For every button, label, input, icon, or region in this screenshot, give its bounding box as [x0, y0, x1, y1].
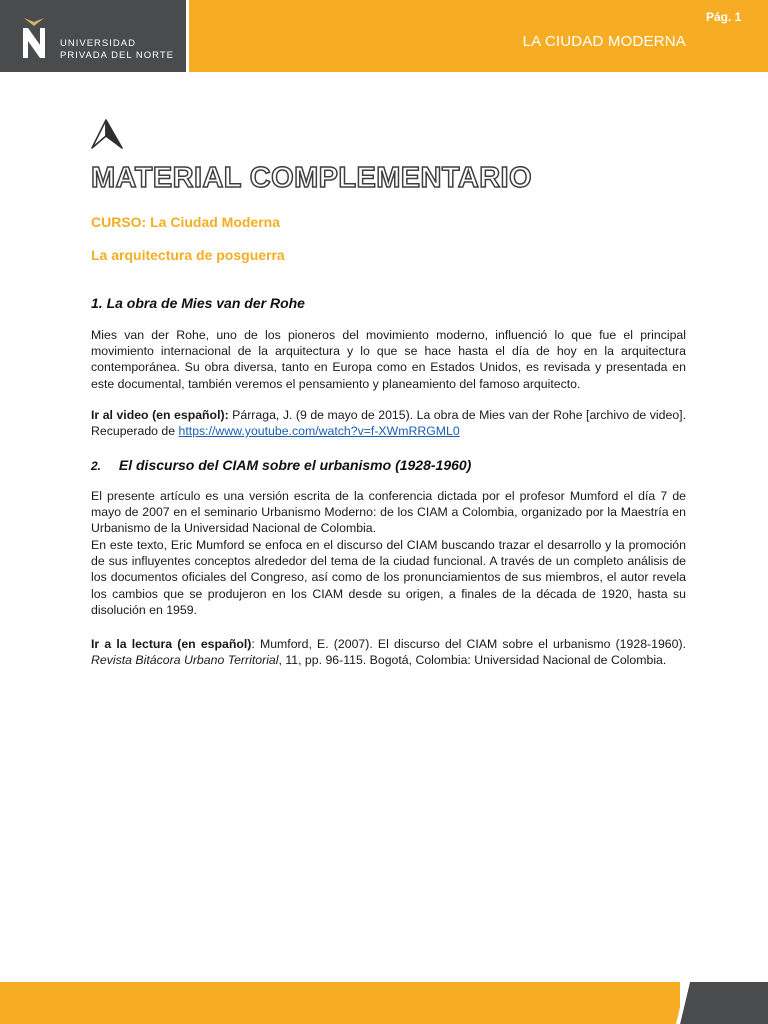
section-1-paragraph: Mies van der Rohe, uno de los pioneros del movimiento moderno, influenció lo que fue el principal movimiento internacional de la arquitectura y lo que se hace hasta el día de hoy en la arquitectura contemporánea. Su obra diversa, tanto en Europa como en Estados Unidos, es revisada y presentada en este documental, también veremos el pensamiento y planeamiento del famoso arquitecto.: [91, 328, 686, 391]
course-header-title: LA CIUDAD MODERNA: [522, 33, 686, 50]
document-title: MATERIAL COMPLEMENTARIO: [91, 162, 532, 194]
video-link[interactable]: https://www.youtube.com/watch?v=f-XWmRRGML0: [178, 424, 460, 439]
page-number: Pág. 1: [706, 10, 742, 24]
course-name: CURSO: La Ciudad Moderna: [91, 214, 281, 230]
section-2-title: El discurso del CIAM sobre el urbanismo (1928-1960): [118, 457, 472, 473]
page-header: [0, 0, 768, 72]
section-1-reference: [91, 407, 686, 439]
video-reference-text: Párraga, J. (9 de mayo de 2015). La obra de Mies van der Rohe [archivo de video]. Recuperado de: [91, 408, 686, 439]
university-name: [60, 38, 174, 62]
journal-title: Revista Bitácora Urbano Territorial: [91, 653, 279, 668]
page-number-tab: [668, 982, 768, 1024]
reading-reference-text-1: : Mumford, E. (2007). El discurso del CIAM sobre el urbanismo (1928-1960).: [251, 637, 687, 651]
page-footer: [0, 982, 768, 1024]
logo-line-2: PRIVADA DEL NORTE: [60, 50, 174, 61]
reading-reference-label: Ir a la lectura (en español): [91, 637, 252, 651]
document-subtitle: La arquitectura de posguerra: [91, 247, 285, 263]
university-brand-block: [0, 0, 186, 72]
reading-reference-text-2: , 11, pp. 96-115. Bogotá, Colombia: Universidad Nacional de Colombia.: [278, 653, 667, 668]
section-2-reference: [91, 636, 686, 668]
video-reference-label: Ir al video (en español):: [91, 408, 229, 422]
logo-line-1: UNIVERSIDAD: [60, 38, 136, 49]
section-2-paragraph-1: El presente artículo es una versión escrita de la conferencia dictada por el profesor Mumford el día 7 de mayo de 2007 en el seminario Urbanismo Moderno: de los CIAM a Colombia, organizado por la Maestría en Urbanismo de la Universidad Nacional de Colombia.: [91, 489, 686, 536]
section-2-number: 2.: [91, 459, 102, 473]
section-1-number: 1.: [91, 295, 103, 311]
footer-band: [0, 982, 680, 1024]
section-1-title: La obra de Mies van der Rohe: [106, 295, 305, 311]
section-2-paragraph-2: En este texto, Eric Mumford se enfoca en el discurso del CIAM buscando trazar el desarrollo y la promoción de sus influyentes conceptos alrededor del tema de la ciudad funcional. A través de un completo análisis de los documentos oficiales del Congreso, así como de los pronunciamientos de sus miembros, el autor revela los cambios que se produjeron en los CIAM desde su origen, a finales de la década de 1920, hasta su disolución en 1959.: [91, 538, 686, 617]
upn-logo-icon: [18, 16, 50, 60]
section-1-heading: [91, 295, 305, 311]
section-2-heading: [91, 457, 471, 473]
navigation-arrow-icon: [90, 118, 124, 150]
